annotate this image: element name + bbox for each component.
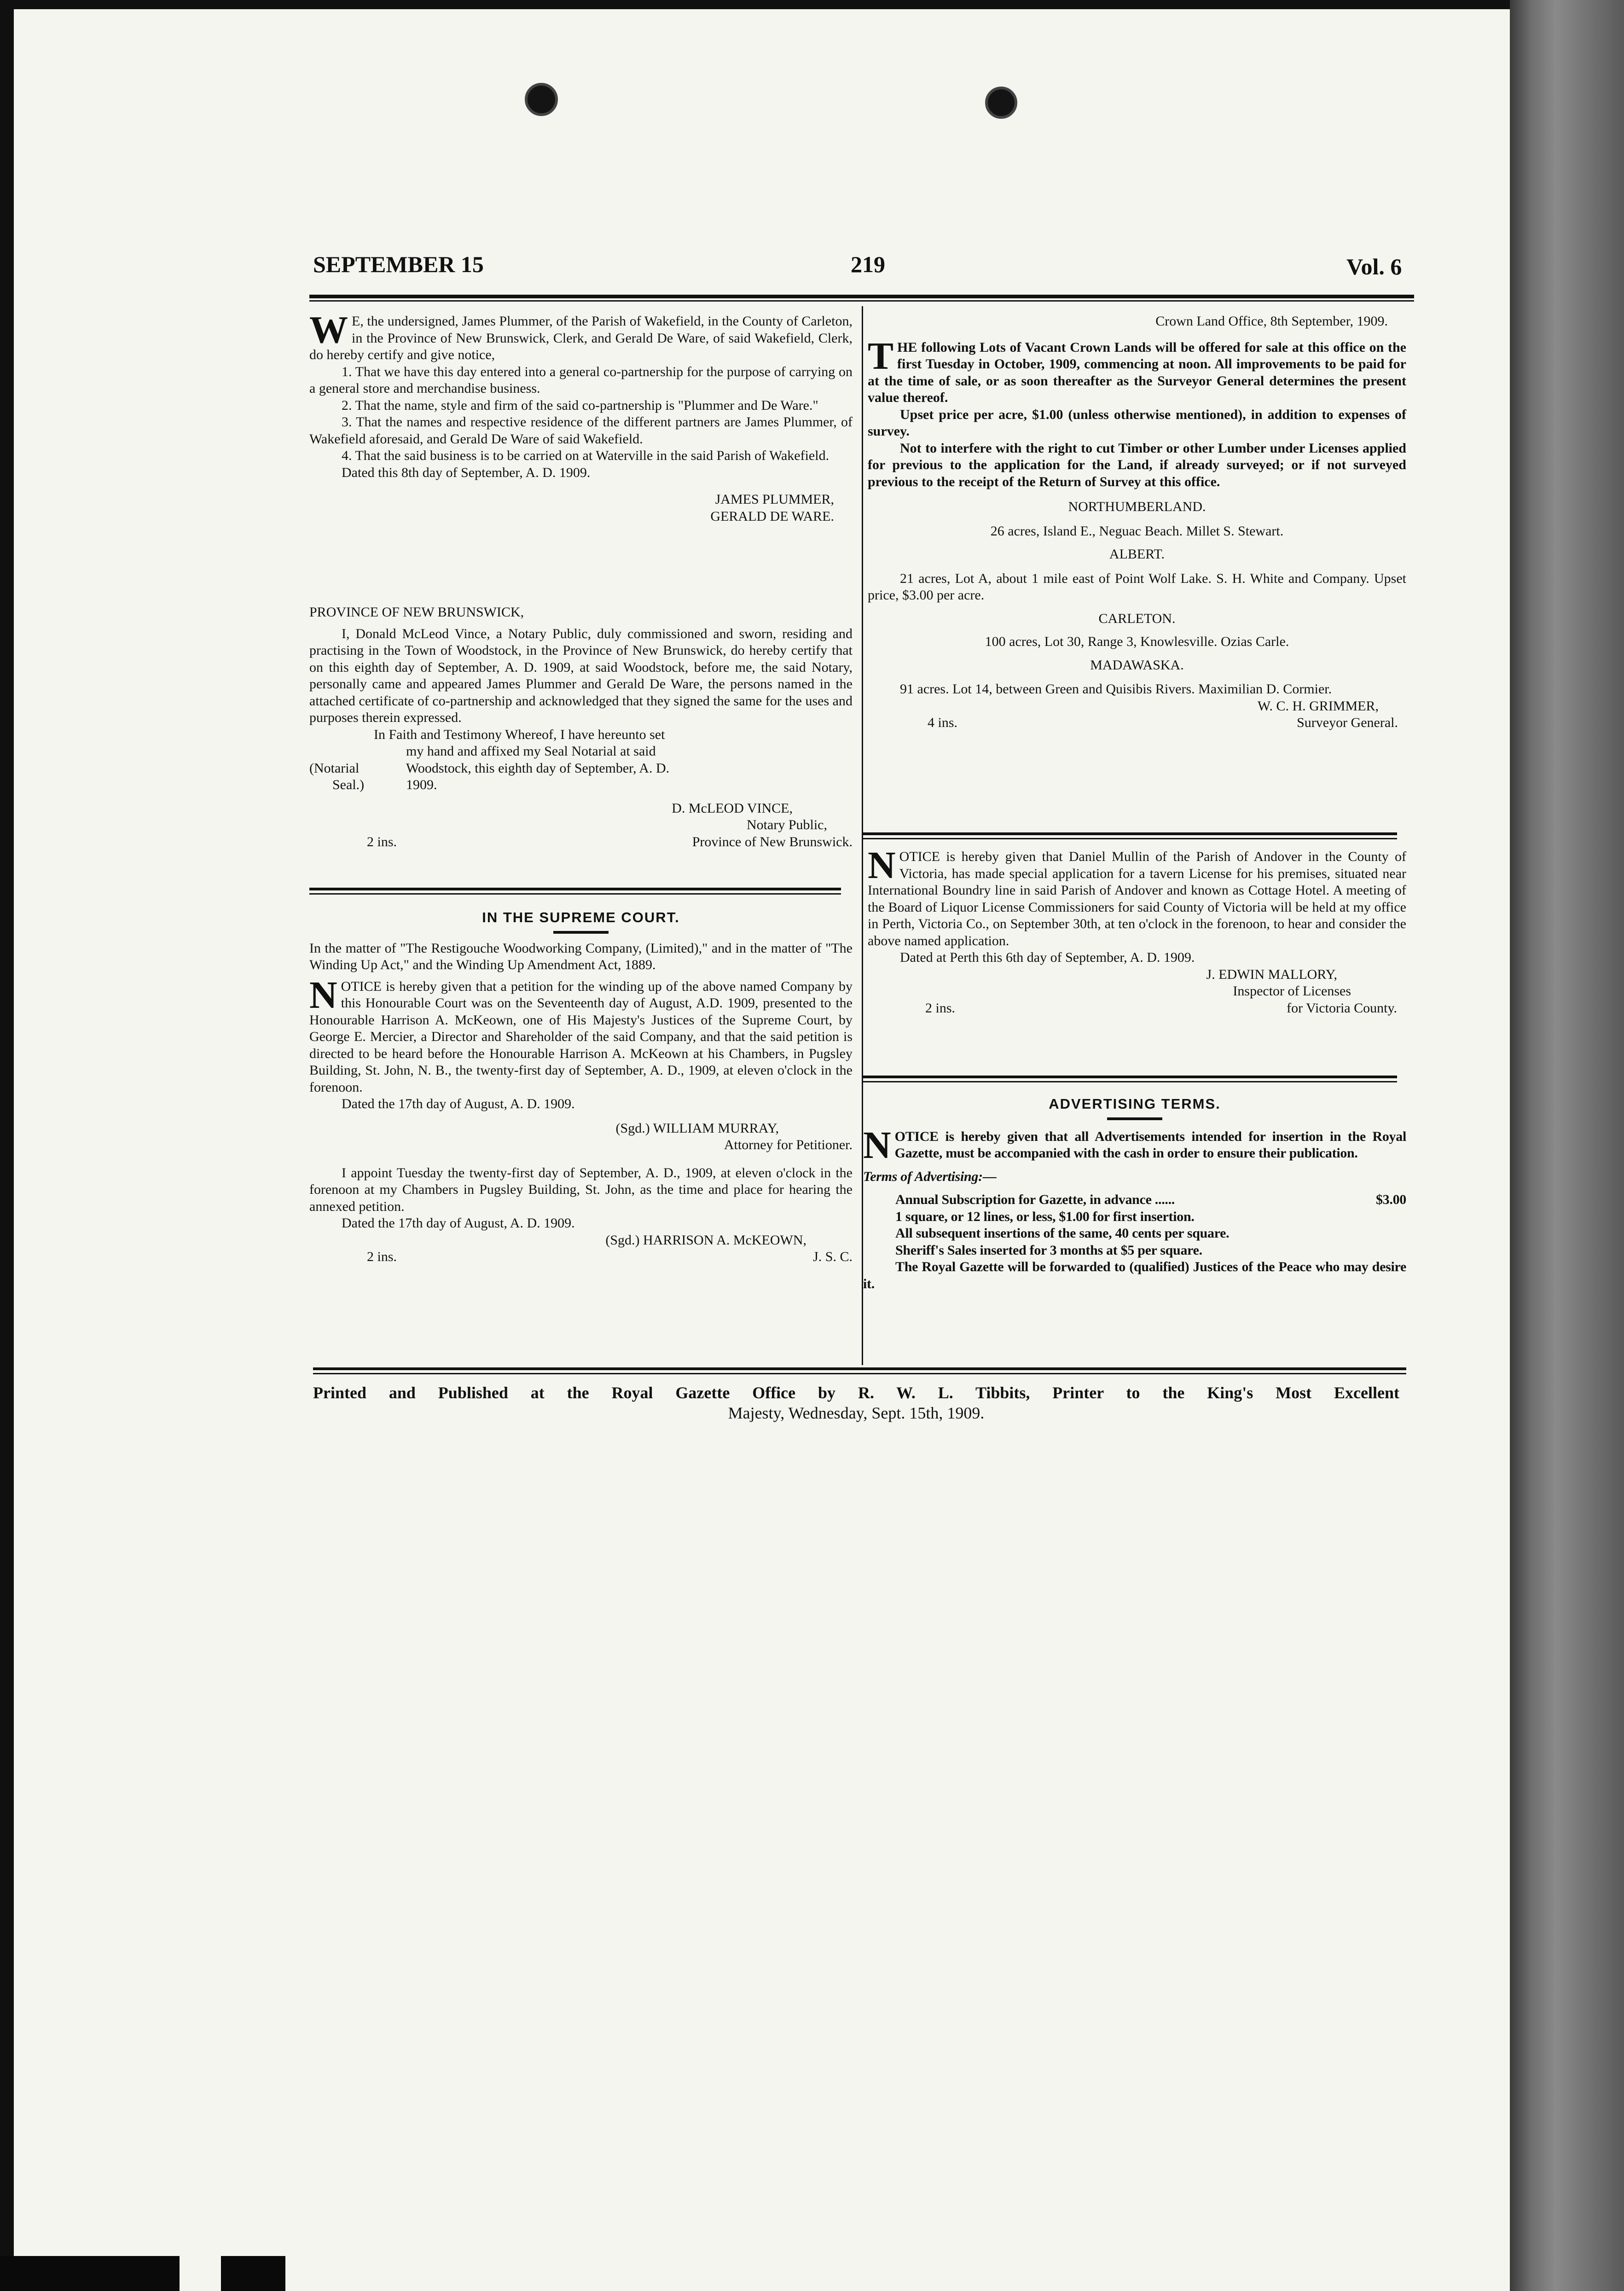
lot-albert: 21 acres, Lot A, about 1 mile east of Point Wolf Lake. S. H. White and Company. Upset price, $3.00 per acre.: [868, 570, 1406, 603]
inspector-title: Inspector of Licenses: [1233, 983, 1351, 999]
lot-northumberland: 26 acres, Island E., Neguac Beach. Millet S. Stewart.: [990, 523, 1284, 539]
header-rule: [309, 295, 1414, 298]
signature-plummer: JAMES PLUMMER,: [715, 492, 834, 507]
inspector-county: for Victoria County.: [1287, 1000, 1397, 1016]
heading-rule: [553, 931, 609, 934]
terms-label: Terms of Advertising:—: [863, 1169, 997, 1184]
advertising-notice-text: OTICE is hereby given that all Advertisements intended for insertion in the Royal Gazette, must be accompanied with the cash in order to ensure their publication.: [894, 1128, 1406, 1161]
notary-title: Notary Public,: [747, 817, 827, 832]
dropcap: N: [868, 844, 896, 887]
section-rule-thin: [309, 893, 841, 895]
lot-carleton: 100 acres, Lot 30, Range 3, Knowlesville. Ozias Carle.: [985, 634, 1289, 649]
rate-sheriff-sales: Sheriff's Sales inserted for 3 months at $5 per square.: [895, 1242, 1202, 1258]
advertising-terms: [863, 1096, 1406, 1292]
gazette-forwarding: The Royal Gazette will be forwarded to (qualified) Justices of the Peace who may desire it.: [863, 1259, 1406, 1291]
surveyor-title: Surveyor General.: [1297, 715, 1398, 730]
clause-3: 3. That the names and respective residence of the different partners are James Plummer, of Wakefield aforesaid, and Gerald De Ware of said Wakefield.: [309, 414, 853, 447]
imprint-line-2: Majesty, Wednesday, Sept. 15th, 1909.: [728, 1404, 985, 1422]
imprint-line-1: Printed and Published at the Royal Gazette Office by R. W. L. Tibbits, Printer to the King's Most Excellent: [313, 1384, 1399, 1402]
supreme-court-notice: [309, 909, 853, 1266]
surveyor-signature: W. C. H. GRIMMER,: [1257, 698, 1379, 714]
section-rule: [309, 888, 841, 890]
testimony-year: 1909.: [406, 777, 437, 792]
page-number: 219: [851, 251, 885, 277]
scan-edge: [1510, 0, 1624, 2291]
judge-title: J. S. C.: [813, 1249, 853, 1264]
dated-line: Dated the 17th day of August, A. D. 1909.: [342, 1215, 575, 1231]
punch-hole-right: [985, 87, 1017, 119]
testimony-line-3: Woodstock, this eighth day of September, A. D.: [406, 760, 670, 776]
judge-signature: (Sgd.) HARRISON A. McKEOWN,: [605, 1232, 806, 1248]
footer-rule-thin: [313, 1373, 1406, 1374]
clause-2: 2. That the name, style and firm of the said co-partnership is "Plummer and De Ware.": [342, 397, 818, 413]
county-heading-carleton: CARLETON.: [1098, 611, 1176, 626]
footer-rule: [313, 1367, 1406, 1370]
advertising-heading: ADVERTISING TERMS.: [1049, 1096, 1221, 1112]
heading-rule: [1107, 1117, 1162, 1120]
insertion-count: 2 ins.: [367, 1249, 397, 1264]
dated-line: Dated the 17th day of August, A. D. 1909.: [342, 1096, 575, 1111]
copartnership-notice: [309, 308, 853, 525]
scan-edge-bottom: [221, 2256, 285, 2291]
court-heading: IN THE SUPREME COURT.: [482, 909, 680, 925]
winding-up-notice: OTICE is hereby given that a petition for the winding up of the above named Company by this Honourable Court was on the Seventeenth day of August, A.D. 1909, presented to the Honourable Harrison A. McKeown, one of His Majesty's Justices of the Supreme Court, by George E. Mercier, a Director and Shareholder of the said Company, and that the said petition is directed to be heard before the Honourable Harrison A. McKeown at his Chambers, in Pugsley Building, St. John, N. B., the twenty-first day of September, A. D., 1909, at eleven o'clock in the forenoon.: [309, 978, 853, 1095]
dated-line: Dated at Perth this 6th day of September, A. D. 1909.: [900, 950, 1195, 965]
dropcap: N: [309, 973, 337, 1017]
imprint: [313, 1383, 1399, 1423]
crown-lands-intro: HE following Lots of Vacant Crown Lands will be offered for sale at this office on the first Tuesday in October, 1909, commencing at noon. All improvements to be paid for at the time of sale, or as soon thereafter as the Surveyor General determines the present value thereof.: [868, 339, 1406, 405]
header-rule-thin: [309, 300, 1414, 302]
section-rule-thin: [863, 838, 1397, 839]
court-matter: In the matter of "The Restigouche Woodworking Company, (Limited)," and in the matter of "The Winding Up Act," and the Winding Up Amendment Act, 1889.: [309, 940, 853, 972]
annual-subscription-price: $3.00: [1375, 1192, 1406, 1207]
insertion-count: 4 ins.: [928, 715, 958, 730]
notary-signature: D. McLEOD VINCE,: [672, 800, 793, 816]
annual-subscription-label: Annual Subscription for Gazette, in advance ......: [895, 1192, 1175, 1207]
volume-number: Vol. 6: [1346, 254, 1402, 279]
copartnership-intro: E, the undersigned, James Plummer, of the Parish of Wakefield, in the County of Carleton, in the Province of New Brunswick, Clerk, and Gerald De Ware, of said Wakefield, Clerk, do hereby certify and give notice,: [309, 314, 853, 362]
lot-madawaska: 91 acres. Lot 14, between Green and Quisibis Rivers. Maximilian D. Cormier.: [900, 681, 1332, 697]
insertion-count: 2 ins.: [925, 1000, 956, 1016]
insertion-count: 2 ins.: [367, 834, 397, 849]
testimony-line-2: my hand and affixed my Seal Notarial at said: [406, 744, 656, 759]
dated-line: Dated this 8th day of September, A. D. 1909.: [342, 465, 591, 480]
scan-edge-bottom-left: [0, 2256, 180, 2291]
notary-province: Province of New Brunswick.: [692, 834, 853, 849]
section-rule: [863, 832, 1397, 835]
punch-hole-left: [525, 83, 558, 116]
clause-1: 1. That we have this day entered into a general co-partnership for the purpose of carrying on a general store and merchandise business.: [309, 364, 853, 396]
crown-office-line: Crown Land Office, 8th September, 1909.: [1155, 314, 1388, 329]
dropcap: N: [863, 1123, 891, 1167]
header-date: SEPTEMBER 15: [313, 251, 484, 277]
crown-lands-notice: [868, 313, 1406, 732]
clause-4: 4. That the said business is to be carried on at Waterville in the said Parish of Wakefield.: [342, 448, 829, 463]
rate-subsequent: All subsequent insertions of the same, 40 cents per square.: [895, 1226, 1230, 1241]
county-heading-albert: ALBERT.: [1109, 547, 1165, 562]
county-heading-madawaska: MADAWASKA.: [1090, 657, 1184, 673]
tavern-license-notice: [868, 844, 1406, 1017]
notary-body: I, Donald McLeod Vince, a Notary Public, duly commissioned and sworn, residing and practising in the Town of Woodstock, in the Province of New Brunswick, do hereby certify that on this eighth day of September, A. D. 1909, at said Woodstock, before me, the said Notary, personally came and appeared James Plummer and Gerald De Ware, the persons named in the attached certificate of co-partnership and acknowledged that they signed the same for the uses and purposes therein expressed.: [309, 626, 853, 725]
section-rule: [863, 1076, 1397, 1078]
seal-label-2: Seal.): [332, 777, 365, 792]
inspector-signature: J. EDWIN MALLORY,: [1206, 966, 1337, 982]
seal-label: (Notarial: [309, 760, 360, 776]
attorney-title: Attorney for Petitioner.: [724, 1137, 853, 1152]
attorney-signature: (Sgd.) WILLIAM MURRAY,: [615, 1120, 779, 1136]
county-heading-northumberland: NORTHUMBERLAND.: [1068, 499, 1206, 514]
tavern-notice-text: OTICE is hereby given that Daniel Mullin of the Parish of Andover in the County of Victoria, has made special application for a tavern License for his premises, situated near International Boundry line in said Parish of Andover and known as Cottage Hotel. A meeting of the Board of Liquor License Commissioners for said County of Victoria will be held at my office in Perth, Victoria Co., on September 30th, at ten o'clock in the forenoon, to hear and consider the above named application.: [868, 849, 1406, 948]
timber-clause: Not to interfere with the right to cut Timber or other Lumber under Licenses applied for previous to the application for the Land, if already surveyed; or if not surveyed previous to the receipt of the Return of Survey at this office.: [868, 440, 1406, 489]
section-rule-thin: [863, 1081, 1397, 1082]
signature-deware: GERALD DE WARE.: [710, 508, 834, 524]
dropcap: W: [309, 308, 348, 351]
rate-square: 1 square, or 12 lines, or less, $1.00 for first insertion.: [895, 1209, 1195, 1224]
province-notice: [309, 604, 853, 850]
testimony-line-1: In Faith and Testimony Whereof, I have hereunto set: [374, 727, 665, 742]
upset-price: Upset price per acre, $1.00 (unless otherwise mentioned), in addition to expenses of survey.: [868, 407, 1406, 439]
dropcap: T: [868, 334, 894, 378]
province-heading: PROVINCE OF NEW BRUNSWICK,: [309, 605, 524, 620]
appointment-text: I appoint Tuesday the twenty-first day of September, A. D., 1909, at eleven o'clock in the forenoon at my Chambers in Pugsley Building, St. John, as the time and place for hearing the annexed petition.: [309, 1165, 853, 1214]
